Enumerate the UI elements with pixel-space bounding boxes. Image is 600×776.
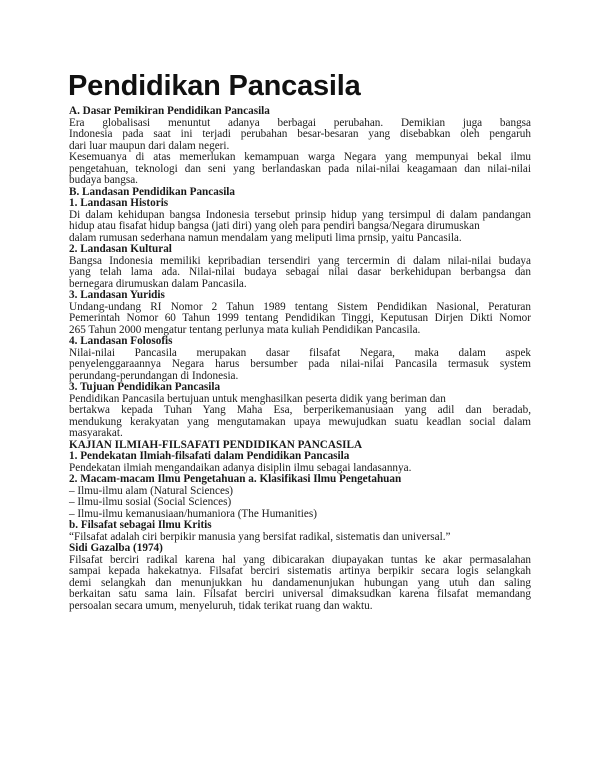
- body-text-line: sampai kepada hakekatnya. Filsafat berciri sistematis artinya berpikir secara logis selangkah: [69, 566, 531, 577]
- body-text-line: Filsafat berciri radikal karena hal yang dibicarakan diupayakan tuntas ke akar permasalahan: [69, 554, 531, 566]
- body-text-line: “Filsafat adalah ciri berpikir manusia yang bersifat radikal, sistematis dan universal.”: [69, 530, 451, 543]
- body-text-line: bertakwa kepada Tuhan Yang Maha Esa, berperikemanusiaan yang adil dan beradab,: [69, 405, 531, 416]
- body-text-line: budaya bangsa.: [69, 174, 138, 186]
- section-heading: 2. Macam-macam Ilmu Pengetahuan a. Klasifikasi Ilmu Pengetahuan: [69, 473, 402, 485]
- body-text-line: 265 Tahun 2000 mengatur tentang perlunya mata kuliah Pendidikan Pancasila.: [69, 323, 421, 336]
- section-heading: A. Dasar Pemikiran Pendidikan Pancasila: [69, 105, 270, 117]
- body-text-line: bernegara dirumuskan dalam Pancasila.: [69, 277, 247, 290]
- body-text-line: Pemerintah Nomor 60 Tahun 1999 tentang Pendidikan Tinggi, Keputusan Dirjen Dikti Nomor: [69, 313, 531, 324]
- body-text-line: perundang-perundangan di Indonesia.: [69, 369, 239, 382]
- section-heading: 1. Pendekatan Ilmiah-filsafati dalam Pendidikan Pancasila: [69, 450, 350, 462]
- section-heading: 1. Landasan Historis: [69, 197, 169, 209]
- section-heading: 4. Landasan Folosofis: [69, 335, 173, 347]
- body-text-line: Bangsa Indonesia memiliki kepribadian tersendiri yang tercermin di dalam nilai-nilai budaya: [69, 255, 531, 267]
- section-heading: 2. Landasan Kultural: [69, 243, 172, 255]
- body-text-line: masyarakat.: [69, 427, 123, 439]
- body-text-line: Pendekatan ilmiah mengandaikan adanya disiplin ilmu sebagai landasannya.: [69, 461, 412, 474]
- body-text-line: Undang-undang RI Nomor 2 Tahun 1989 tentang Sistem Pendidikan Nasional, Peraturan: [69, 301, 531, 313]
- document-body: [69, 106, 531, 612]
- body-text-line: Pendidikan Pancasila bertujuan untuk menghasilkan peserta didik yang beriman dan: [69, 392, 446, 405]
- body-text-line: pengetahuan, teknologi dan seni yang berlandaskan pada nilai-nilai keagamaan dan nilai-nilai: [69, 163, 531, 175]
- section-heading: B. Landasan Pendidikan Pancasila: [69, 185, 236, 198]
- body-text-line: penyelenggaraannya Negara harus bersumber pada nilai-nilai Pancasila termasuk system: [69, 359, 531, 370]
- body-text-line: hidup atau fisafat hidup bangsa (jati diri) yang oleh para pendiri bangsa/Negara dirumuskan: [69, 220, 480, 232]
- section-heading: 3. Tujuan Pendidikan Pancasila: [69, 381, 221, 393]
- section-heading: Sidi Gazalba (1974): [69, 542, 163, 554]
- body-text-line: Indonesia pada saat ini terjadi perubahan besar-besaran yang disebabkan oleh pengaruh: [69, 129, 531, 140]
- body-text-line: – Ilmu-ilmu kemanusiaan/humaniora (The Humanities): [69, 507, 317, 520]
- body-text-line: dalam rumusan sederhana namun mendalam yang meliputi lima prnsip, yaitu Pancasila.: [69, 231, 462, 244]
- section-heading: 3. Landasan Yuridis: [69, 289, 165, 301]
- body-text-line: Kesemuanya di atas memerlukan kemampuan warga Negara yang mempunyai bekal ilmu: [69, 152, 531, 163]
- body-text-line: – Ilmu-ilmu sosial (Social Sciences): [69, 496, 232, 508]
- body-text-line: Era globalisasi menuntut adanya berbagai perubahan. Demikian juga bangsa: [69, 117, 531, 129]
- section-heading: b. Filsafat sebagai Ilmu Kritis: [69, 519, 212, 531]
- document-title: Pendidikan Pancasila: [68, 70, 361, 102]
- section-heading: KAJIAN ILMIAH-FILSAFATI PENDIDIKAN PANCASILA: [69, 438, 363, 451]
- body-text-line: yang telah lama ada. Nilai-nilai budaya sebagai nilai dasar berkehidupan berbangsa dan: [69, 267, 531, 278]
- body-text-line: mendukung kerakyatan yang mengutamakan upaya mewujudkan suatu keadlan social dalam: [69, 416, 531, 428]
- body-text-line: Di dalam kehidupan bangsa Indonesia tersebut prinsip hidup yang tersimpul di dalam pandangan: [69, 209, 531, 221]
- body-text-line: – Ilmu-ilmu alam (Natural Sciences): [69, 484, 234, 497]
- body-text-line: berkaitan satu sama lain. Filsafat berciri universal dimaksudkan karena filsafat memandang: [69, 589, 531, 600]
- body-text-line: Nilai-nilai Pancasila merupakan dasar filsafat Negara, maka dalam aspek: [69, 347, 531, 359]
- body-text-line: dari luar maupun dari dalam negeri.: [69, 139, 230, 152]
- body-text-line: persoalan secara umum, menyeluruh, tidak terikat ruang dan waktu.: [69, 599, 373, 612]
- body-text-line: demi selangkah dan menunjukkan hu dandamenunjukan hubungan yang utuh dan saling: [69, 577, 531, 589]
